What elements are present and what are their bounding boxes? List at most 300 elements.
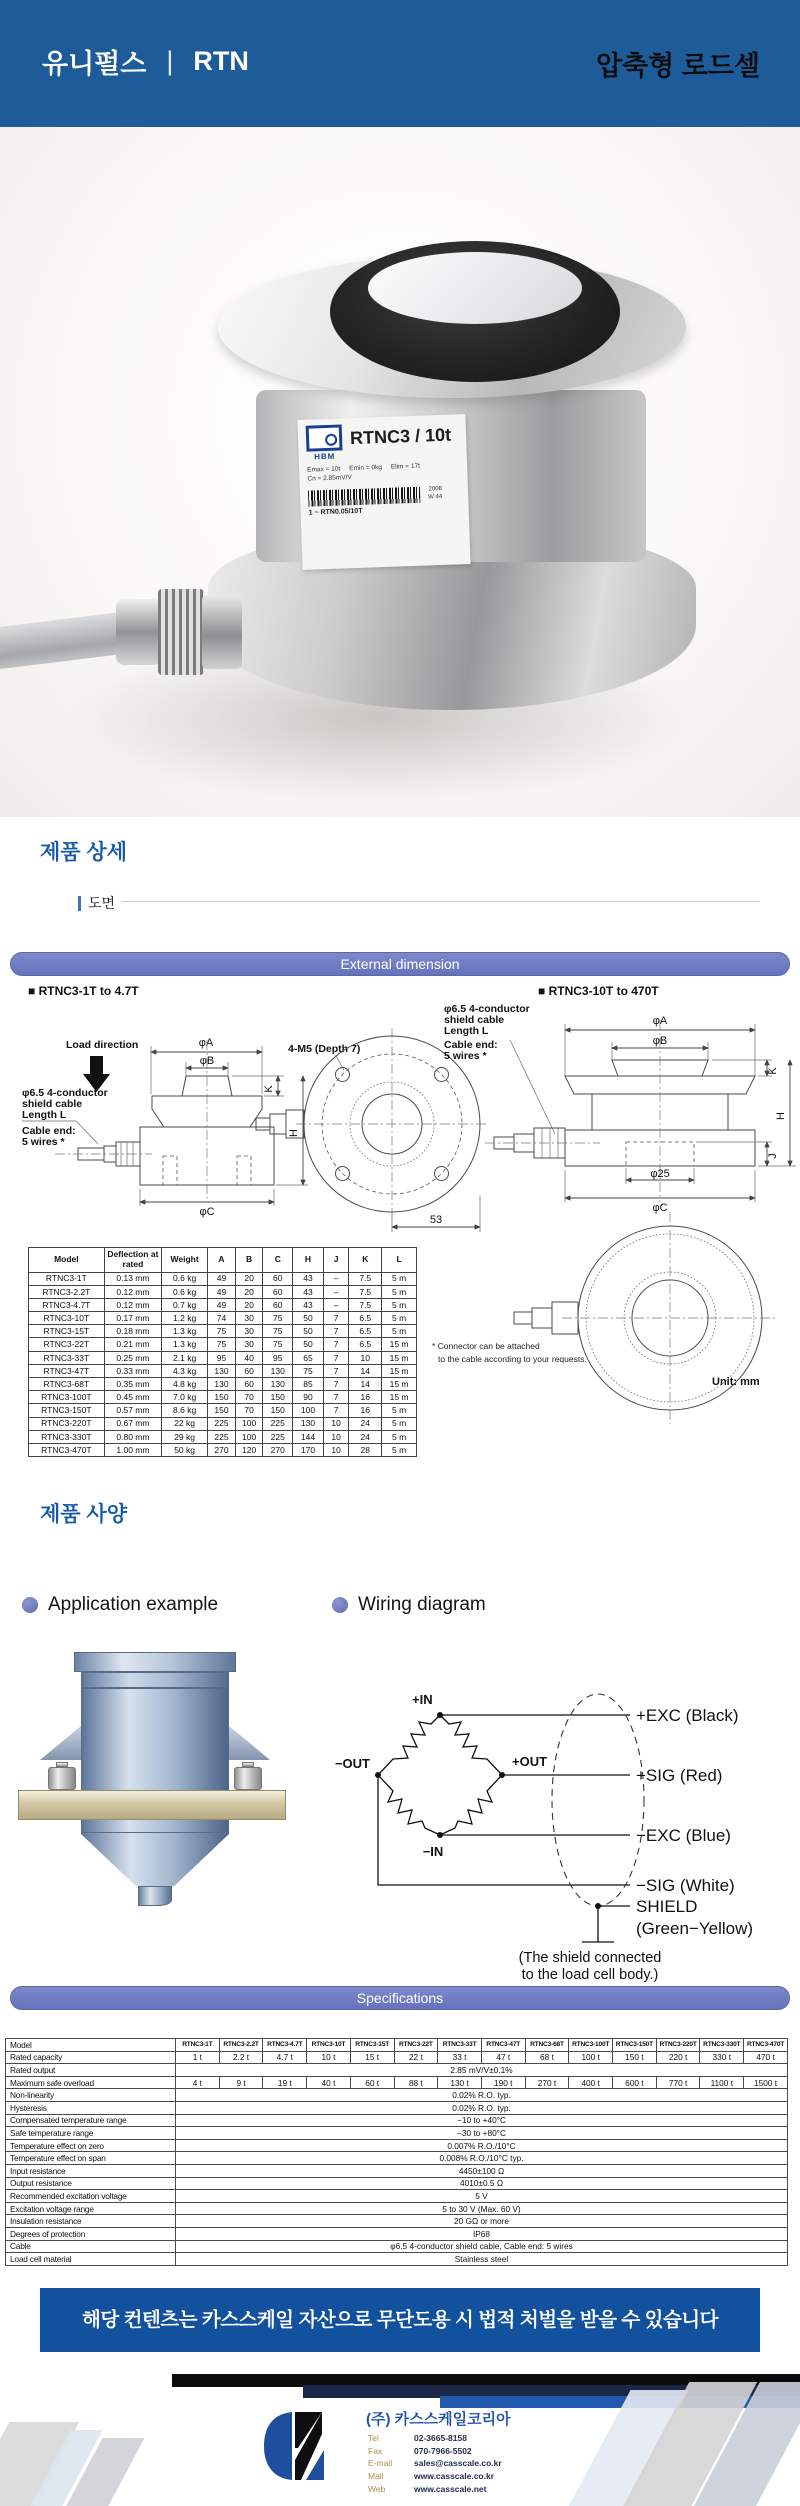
table-row xyxy=(6,2101,788,2114)
table-row xyxy=(6,2076,788,2089)
label-model: RTNC3 / 10t xyxy=(349,424,452,449)
dim-value-cell: 1.2 kg xyxy=(162,1312,208,1325)
dim-value-cell: 225 xyxy=(208,1417,236,1430)
table-row xyxy=(29,1364,417,1377)
dim-value-cell: 130 xyxy=(293,1417,324,1430)
header-banner xyxy=(0,0,800,127)
cable-gland-ridges xyxy=(158,589,204,675)
hbm-logo-icon xyxy=(306,424,343,451)
load-cell-button-disc xyxy=(368,252,582,324)
dim-value-cell: 7.5 xyxy=(349,1272,382,1285)
lead-shield: SHIELD xyxy=(636,1897,698,1916)
contact-row xyxy=(368,2482,502,2495)
spec-value-cell: 40 t xyxy=(307,2076,351,2089)
spec-model-header: RTNC3-1T xyxy=(176,2039,220,2052)
contact-value[interactable]: www.casscale.net xyxy=(414,2483,487,2494)
spec-span-value: 5 V xyxy=(176,2190,788,2203)
dim-value-cell: 1.00 mm xyxy=(104,1443,161,1456)
shield-note-line1: (The shield connected xyxy=(518,1950,662,1966)
dim-K-right: K xyxy=(767,1067,779,1075)
spec-model-header: RTNC3-100T xyxy=(569,2039,613,2052)
dim-value-cell: 14 xyxy=(349,1378,382,1391)
hopper-lid xyxy=(74,1652,236,1672)
spec-row-label: Cable xyxy=(6,2240,176,2253)
header-left xyxy=(42,42,249,81)
spec-row-label: Model xyxy=(6,2039,176,2052)
subheading-rule xyxy=(122,901,760,902)
contact-label: Web xyxy=(368,2483,386,2494)
spec-model-header: RTNC3-10T xyxy=(307,2039,351,2052)
lead-shield-color: (Green−Yellow) xyxy=(636,1919,754,1938)
dim-phiC-left: φC xyxy=(199,1206,215,1218)
dim-value-cell: 7 xyxy=(323,1325,349,1338)
label-emin: Emin = 0kg xyxy=(349,464,383,473)
spec-row-label: Maximum safe overload xyxy=(6,2076,176,2089)
dim-value-cell: 22 kg xyxy=(162,1417,208,1430)
dim-value-cell: 0.13 mm xyxy=(104,1272,161,1285)
dim-model-cell: RTNC3-10T xyxy=(29,1312,105,1325)
hopper-bracket-right xyxy=(229,1726,270,1760)
dim-model-cell: RTNC3-100T xyxy=(29,1391,105,1404)
drawing-large-models xyxy=(430,996,800,1436)
cable-callout-2-right: shield cable xyxy=(444,1014,505,1026)
dim-col-header: C xyxy=(263,1248,293,1273)
dimension-table xyxy=(28,1247,417,1457)
table-row xyxy=(6,2202,788,2215)
dim-value-cell: 0.57 mm xyxy=(104,1404,161,1417)
spec-value-cell: 150 t xyxy=(613,2051,657,2064)
dim-value-cell: 20 xyxy=(235,1272,263,1285)
table-row xyxy=(6,2227,788,2240)
dim-value-cell: 49 xyxy=(208,1285,236,1298)
spec-row-label: Recommended excitation voltage xyxy=(6,2190,176,2203)
dim-value-cell: 120 xyxy=(235,1443,263,1456)
dim-value-cell: 15 m xyxy=(382,1364,417,1377)
dim-value-cell: 225 xyxy=(263,1417,293,1430)
spec-model-header: RTNC3-4.7T xyxy=(263,2039,307,2052)
dim-col-header: J xyxy=(323,1248,349,1273)
dim-model-cell: RTNC3-330T xyxy=(29,1430,105,1443)
dim-value-cell: 10 xyxy=(323,1443,349,1456)
label-year: 2008 xyxy=(428,485,443,493)
lead-sig-minus: −SIG (White) xyxy=(636,1876,735,1895)
dim-value-cell: 75 xyxy=(263,1338,293,1351)
wiring-diagram-heading xyxy=(332,1594,486,1616)
dim-value-cell: – xyxy=(323,1272,349,1285)
connector-note xyxy=(432,1340,587,1366)
dim-value-cell: 225 xyxy=(208,1430,236,1443)
spec-model-header: RTNC3-47T xyxy=(481,2039,525,2052)
contact-label: Tel xyxy=(368,2433,379,2444)
spec-model-header: RTNC3-470T xyxy=(744,2039,788,2052)
spec-row-label: Rated output xyxy=(6,2064,176,2077)
cable-gland-base xyxy=(202,595,242,669)
contact-value: 070-7966-5502 xyxy=(414,2445,472,2456)
spec-row-label: Temperature effect on span xyxy=(6,2152,176,2165)
dim-value-cell: 1.3 kg xyxy=(162,1338,208,1351)
dim-value-cell: 0.33 mm xyxy=(104,1364,161,1377)
dim-value-cell: 5 m xyxy=(382,1430,417,1443)
table-row xyxy=(6,2064,788,2077)
dim-value-cell: 43 xyxy=(293,1285,324,1298)
dim-value-cell: 50 kg xyxy=(162,1443,208,1456)
contact-value[interactable]: sales@casscale.co.kr xyxy=(414,2458,502,2469)
dim-value-cell: 0.6 kg xyxy=(162,1272,208,1285)
dim-value-cell: 150 xyxy=(263,1404,293,1417)
dim-col-header: K xyxy=(349,1248,382,1273)
cable-end-1-left: Cable end: xyxy=(22,1125,76,1137)
dim-value-cell: 5 m xyxy=(382,1312,417,1325)
spec-value-cell: 1 t xyxy=(176,2051,220,2064)
contact-value: 02-3665-8158 xyxy=(414,2433,467,2444)
dim-value-cell: 7 xyxy=(323,1391,349,1404)
dim-value-cell: 60 xyxy=(235,1364,263,1377)
spec-span-value: IP68 xyxy=(176,2227,788,2240)
dim-value-cell: 60 xyxy=(235,1378,263,1391)
spec-value-cell: 22 t xyxy=(394,2051,438,2064)
dim-value-cell: 7 xyxy=(323,1378,349,1391)
hopper-bracket-left xyxy=(40,1726,81,1760)
product-photo xyxy=(0,127,800,817)
dim-model-cell: RTNC3-150T xyxy=(29,1404,105,1417)
dim-value-cell: 20 xyxy=(235,1298,263,1311)
spec-row-label: Output resistance xyxy=(6,2177,176,2190)
dim-value-cell: 60 xyxy=(263,1298,293,1311)
spec-value-cell: 330 t xyxy=(700,2051,744,2064)
dim-value-cell: – xyxy=(323,1298,349,1311)
label-barcode-row xyxy=(308,485,460,506)
table-row xyxy=(6,2114,788,2127)
label-header-row xyxy=(306,420,459,461)
dim-model-cell: RTNC3-68T xyxy=(29,1378,105,1391)
dim-value-cell: 7.5 xyxy=(349,1285,382,1298)
spec-value-cell: 4.7 t xyxy=(263,2051,307,2064)
dim-value-cell: 15 m xyxy=(382,1351,417,1364)
dim-value-cell: 7 xyxy=(323,1351,349,1364)
dimension-table-header-row xyxy=(29,1248,417,1273)
spec-span-value: 4450±100 Ω xyxy=(176,2164,788,2177)
dim-value-cell: 7 xyxy=(323,1312,349,1325)
dim-col-header: B xyxy=(235,1248,263,1273)
table-row xyxy=(29,1417,417,1430)
shield-note-line2: to the load cell body.) xyxy=(521,1967,659,1983)
dim-value-cell: 90 xyxy=(293,1391,324,1404)
dim-value-cell: 85 xyxy=(293,1378,324,1391)
spec-row-label: Degrees of protection xyxy=(6,2227,176,2240)
dim-value-cell: 5 m xyxy=(382,1298,417,1311)
spec-span-value: φ6.5 4-conductor shield cable, Cable end: 5 wires xyxy=(176,2240,788,2253)
spec-row-label: Rated capacity xyxy=(6,2051,176,2064)
spec-value-cell: 190 t xyxy=(481,2076,525,2089)
dim-value-cell: 15 m xyxy=(382,1391,417,1404)
label-week: W 44 xyxy=(428,493,443,501)
dim-col-header: H xyxy=(293,1248,324,1273)
cable-callout-1-left: φ6.5 4-conductor xyxy=(22,1087,108,1099)
product-spec-title: 제품 사양 xyxy=(40,1503,127,1526)
spec-value-cell: 60 t xyxy=(350,2076,394,2089)
cable-end-1-right: Cable end: xyxy=(444,1039,498,1051)
dim-value-cell: 70 xyxy=(235,1404,263,1417)
dim-value-cell: – xyxy=(323,1285,349,1298)
dim-col-header: L xyxy=(382,1248,417,1273)
label-elim: Elim = 17t xyxy=(390,462,421,471)
lead-sig-plus: +SIG (Red) xyxy=(636,1766,723,1785)
dim-col-header: Weight xyxy=(162,1248,208,1273)
dim-value-cell: 7.5 xyxy=(349,1298,382,1311)
dim-model-cell: RTNC3-15T xyxy=(29,1325,105,1338)
spec-row-label: Temperature effect on zero xyxy=(6,2139,176,2152)
spec-row-label: Safe temperature range xyxy=(6,2127,176,2140)
spec-value-cell: 2.2 t xyxy=(219,2051,263,2064)
dim-value-cell: 28 xyxy=(349,1443,382,1456)
contact-row xyxy=(368,2445,502,2458)
dim-model-cell: RTNC3-22T xyxy=(29,1338,105,1351)
bullet-icon xyxy=(332,1597,348,1613)
table-row xyxy=(6,2089,788,2102)
dim-value-cell: 4.8 kg xyxy=(162,1378,208,1391)
dim-value-cell: 7 xyxy=(323,1338,349,1351)
dim-col-header: A xyxy=(208,1248,236,1273)
dim-value-cell: 0.12 mm xyxy=(104,1285,161,1298)
table-row xyxy=(29,1378,417,1391)
table-row xyxy=(29,1325,417,1338)
spec-value-cell: 270 t xyxy=(525,2076,569,2089)
cable-callout-2-left: shield cable xyxy=(22,1098,83,1110)
bolt-note: 4-M5 (Depth 7) xyxy=(288,1043,361,1055)
spec-value-cell: 4 t xyxy=(176,2076,220,2089)
table-row xyxy=(29,1391,417,1404)
application-example-illustration xyxy=(18,1648,286,1910)
dim-value-cell: 130 xyxy=(263,1364,293,1377)
dim-value-cell: 10 xyxy=(323,1430,349,1443)
spec-model-row xyxy=(6,2039,788,2052)
spec-span-value: 0.008% R.O./10°C typ. xyxy=(176,2152,788,2165)
dim-model-cell: RTNC3-470T xyxy=(29,1443,105,1456)
dim-value-cell: 7.0 kg xyxy=(162,1391,208,1404)
spec-row-label: Input resistance xyxy=(6,2164,176,2177)
dim-value-cell: 130 xyxy=(208,1364,236,1377)
hopper-nozzle xyxy=(138,1886,172,1906)
connector-note-line1: * Connector can be attached xyxy=(432,1341,540,1351)
spec-value-cell: 770 t xyxy=(656,2076,700,2089)
label-serial: 1 ~ RTN0.05/10T xyxy=(308,507,363,517)
dim-value-cell: 150 xyxy=(208,1404,236,1417)
spec-value-cell: 1500 t xyxy=(744,2076,788,2089)
spec-value-cell: 33 t xyxy=(438,2051,482,2064)
dim-value-cell: 4.3 kg xyxy=(162,1364,208,1377)
dim-value-cell: 75 xyxy=(263,1312,293,1325)
table-row xyxy=(29,1404,417,1417)
contact-row xyxy=(368,2470,502,2483)
dim-value-cell: 20 xyxy=(235,1285,263,1298)
contact-list xyxy=(368,2432,502,2495)
dim-value-cell: 6.5 xyxy=(349,1312,382,1325)
node-plus-out: +OUT xyxy=(512,1754,548,1769)
spec-row-label: Insulation resistance xyxy=(6,2215,176,2228)
dim-value-cell: 16 xyxy=(349,1391,382,1404)
cable-callout-3-right: Length L xyxy=(444,1025,489,1037)
spec-value-cell: 9 t xyxy=(219,2076,263,2089)
dim-value-cell: 10 xyxy=(349,1351,382,1364)
dim-value-cell: 5 m xyxy=(382,1325,417,1338)
dim-53: 53 xyxy=(429,1214,443,1226)
dim-value-cell: 16 xyxy=(349,1404,382,1417)
load-direction-label: Load direction xyxy=(66,1039,139,1051)
dim-value-cell: 0.45 mm xyxy=(104,1391,161,1404)
dim-value-cell: 0.21 mm xyxy=(104,1338,161,1351)
table-row xyxy=(6,2152,788,2165)
dim-H-left: H xyxy=(288,1129,300,1137)
hbm-logo xyxy=(306,424,343,461)
contact-value[interactable]: www.casscale.co.kr xyxy=(414,2471,495,2482)
product-detail-title: 제품 상세 xyxy=(40,841,127,864)
dim-value-cell: 100 xyxy=(293,1404,324,1417)
spec-value-cell: 47 t xyxy=(481,2051,525,2064)
contact-label: Fax xyxy=(368,2445,383,2456)
spec-span-value: 20 GΩ or more xyxy=(176,2215,788,2228)
dim-value-cell: 5 m xyxy=(382,1272,417,1285)
spec-value-cell: 470 t xyxy=(744,2051,788,2064)
dim-value-cell: 24 xyxy=(349,1430,382,1443)
dim-col-header: Deflection at rated xyxy=(104,1248,161,1273)
dim-value-cell: 43 xyxy=(293,1272,324,1285)
bullet-icon xyxy=(22,1597,38,1613)
dim-model-cell: RTNC3-2.2T xyxy=(29,1285,105,1298)
dim-value-cell: 43 xyxy=(293,1298,324,1311)
dim-value-cell: 60 xyxy=(263,1272,293,1285)
dim-K-left: K xyxy=(263,1085,275,1093)
spec-value-cell: 220 t xyxy=(656,2051,700,2064)
cable-gland-nut xyxy=(116,599,162,665)
barcode xyxy=(308,487,420,507)
spec-model-header: RTNC3-22T xyxy=(394,2039,438,2052)
dim-value-cell: 170 xyxy=(293,1443,324,1456)
dim-value-cell: 50 xyxy=(293,1338,324,1351)
table-row xyxy=(6,2190,788,2203)
dim-value-cell: 6.5 xyxy=(349,1325,382,1338)
dim-value-cell: 10 xyxy=(323,1417,349,1430)
dim-value-cell: 70 xyxy=(235,1391,263,1404)
dim-value-cell: 50 xyxy=(293,1312,324,1325)
hbm-logo-text: HBM xyxy=(313,451,336,462)
spec-model-header: RTNC3-33T xyxy=(438,2039,482,2052)
spec-value-cell: 600 t xyxy=(613,2076,657,2089)
cable-callout-3-left: Length L xyxy=(22,1109,67,1121)
spec-span-value: 5 to 30 V (Max. 60 V) xyxy=(176,2202,788,2215)
table-row xyxy=(29,1285,417,1298)
table-row xyxy=(6,2240,788,2253)
node-minus-in: −IN xyxy=(422,1844,444,1859)
dim-value-cell: 0.17 mm xyxy=(104,1312,161,1325)
spec-span-value: Stainless steel xyxy=(176,2253,788,2266)
dim-value-cell: 75 xyxy=(208,1325,236,1338)
drawing-sublabel: 도면 xyxy=(88,895,116,911)
dim-phiA-right: φA xyxy=(652,1015,668,1027)
spec-model-header: RTNC3-220T xyxy=(656,2039,700,2052)
dim-value-cell: 144 xyxy=(293,1430,324,1443)
mounting-plate xyxy=(18,1790,286,1820)
cable-end-2-right: 5 wires * xyxy=(444,1050,487,1062)
table-row xyxy=(6,2051,788,2064)
spec-span-value: 4010±0.5 Ω xyxy=(176,2177,788,2190)
dim-value-cell: 7 xyxy=(323,1404,349,1417)
table-row xyxy=(6,2177,788,2190)
table-row xyxy=(6,2164,788,2177)
spec-value-cell: 88 t xyxy=(394,2076,438,2089)
contact-label: Mall xyxy=(368,2471,384,2482)
dim-value-cell: 0.12 mm xyxy=(104,1298,161,1311)
dim-H-right: H xyxy=(775,1112,787,1120)
specifications-banner: Specifications xyxy=(10,1986,790,2010)
dim-value-cell: 0.6 kg xyxy=(162,1285,208,1298)
dim-phi25: φ25 xyxy=(650,1168,670,1180)
dim-value-cell: 75 xyxy=(263,1325,293,1338)
dim-value-cell: 150 xyxy=(263,1391,293,1404)
table-row xyxy=(29,1430,417,1443)
dim-value-cell: 30 xyxy=(235,1338,263,1351)
dim-value-cell: 95 xyxy=(263,1351,293,1364)
dim-value-cell: 49 xyxy=(208,1298,236,1311)
spec-model-header: RTNC3-330T xyxy=(700,2039,744,2052)
connector-note-line2: to the cable according to your requests. xyxy=(438,1354,587,1365)
dim-value-cell: 24 xyxy=(349,1417,382,1430)
hopper-neck xyxy=(81,1672,229,1688)
dim-col-header: Model xyxy=(29,1248,105,1273)
cas-logo xyxy=(260,2408,330,2484)
lead-exc-plus: +EXC (Black) xyxy=(636,1706,739,1725)
table-row xyxy=(6,2139,788,2152)
dim-value-cell: 14 xyxy=(349,1364,382,1377)
spec-span-value: −10 to +40°C xyxy=(176,2114,788,2127)
table-row xyxy=(29,1351,417,1364)
lead-exc-minus: −EXC (Blue) xyxy=(636,1826,731,1845)
dim-value-cell: 0.35 mm xyxy=(104,1378,161,1391)
dim-value-cell: 225 xyxy=(263,1430,293,1443)
table-row xyxy=(6,2127,788,2140)
spec-row-label: Load cell material xyxy=(6,2253,176,2266)
spec-model-header: RTNC3-15T xyxy=(350,2039,394,2052)
dim-value-cell: 0.80 mm xyxy=(104,1430,161,1443)
contact-row xyxy=(368,2457,502,2470)
hopper-cone xyxy=(81,1834,229,1886)
contact-row xyxy=(368,2432,502,2445)
table-row xyxy=(6,2253,788,2266)
header-separator: | xyxy=(166,46,174,76)
dim-value-cell: 130 xyxy=(263,1378,293,1391)
spec-value-cell: 19 t xyxy=(263,2076,307,2089)
dim-value-cell: 130 xyxy=(208,1378,236,1391)
subheading-bar-icon xyxy=(78,896,81,911)
application-example-heading xyxy=(22,1594,218,1616)
spec-model-header: RTNC3-68T xyxy=(525,2039,569,2052)
dim-value-cell: 5 m xyxy=(382,1404,417,1417)
dim-model-cell: RTNC3-220T xyxy=(29,1417,105,1430)
dim-value-cell: 150 xyxy=(208,1391,236,1404)
drawing-subheading xyxy=(78,893,115,913)
spec-span-value: 0.007% R.O./10°C xyxy=(176,2139,788,2152)
dim-value-cell: 40 xyxy=(235,1351,263,1364)
unit-label: Unit: mm xyxy=(712,1376,760,1388)
table-row xyxy=(29,1298,417,1311)
node-plus-in: +IN xyxy=(412,1692,433,1707)
dim-phiB-right: φB xyxy=(652,1035,668,1047)
application-example-label: Application example xyxy=(48,1594,219,1615)
spec-value-cell: 68 t xyxy=(525,2051,569,2064)
dim-value-cell: 270 xyxy=(263,1443,293,1456)
dim-value-cell: 8.6 kg xyxy=(162,1404,208,1417)
dim-value-cell: 74 xyxy=(208,1312,236,1325)
contact-label: E-mail xyxy=(368,2458,393,2469)
